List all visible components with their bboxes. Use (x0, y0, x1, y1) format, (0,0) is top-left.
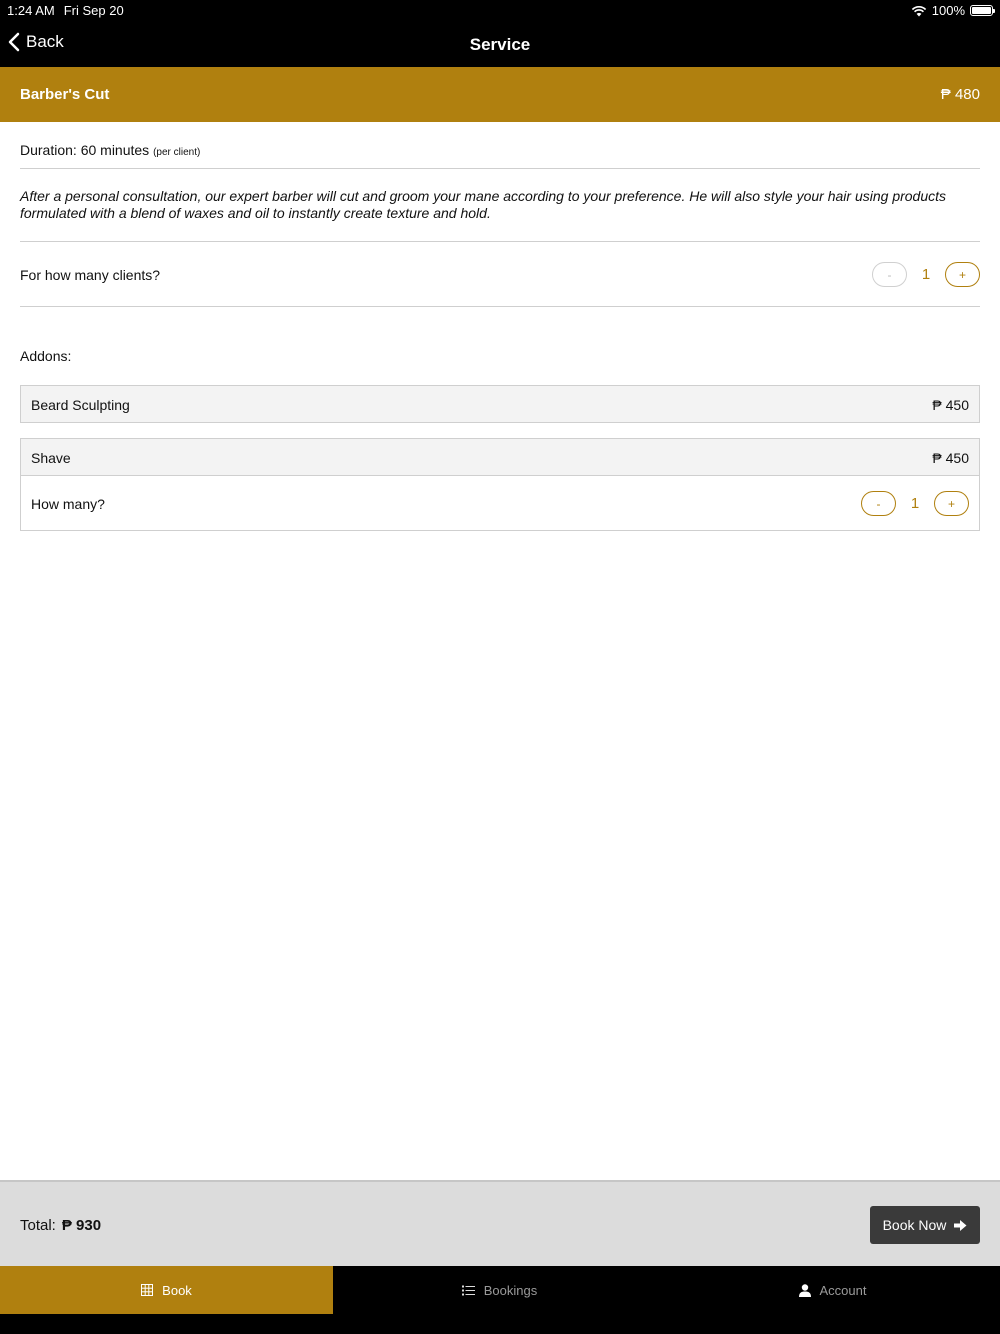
service-description: After a personal consultation, our expert barber will cut and groom your mane according to your preference. He will also style your hair using products formulated with a blend of waxes and oil to instantly create texture and hold. (20, 169, 980, 242)
clients-decrement-button[interactable]: - (872, 262, 907, 287)
wifi-icon (911, 5, 927, 17)
total-label: Total: (20, 1217, 56, 1234)
addon-card[interactable] (20, 438, 980, 531)
page-title: Service (469, 35, 531, 54)
addon-price: ₱ 450 (932, 450, 969, 466)
addon-increment-button[interactable]: + (934, 491, 969, 516)
addon-decrement-button[interactable]: - (861, 491, 896, 516)
addon-quantity-row (21, 475, 979, 530)
tab-label: Account (819, 1282, 867, 1298)
total (20, 1217, 101, 1234)
battery-percent: 100% (931, 3, 965, 18)
duration-label: Duration: 60 minutes (20, 142, 150, 158)
service-name: Barber's Cut (20, 86, 110, 103)
service-price: ₱ 480 (940, 86, 980, 103)
duration-note: (per client) (153, 147, 201, 158)
addons-title: Addons: (20, 348, 72, 364)
tab-label: Bookings (483, 1282, 538, 1298)
addon-quantity-stepper (861, 491, 969, 516)
addon-name: Beard Sculpting (31, 397, 130, 413)
battery-icon (970, 5, 993, 16)
tab-account[interactable] (666, 1266, 999, 1314)
grid-icon (141, 1284, 153, 1296)
addon-card[interactable] (20, 385, 980, 423)
addon-price: ₱ 450 (932, 397, 969, 413)
person-icon (799, 1284, 811, 1297)
clients-label: For how many clients? (20, 267, 161, 283)
back-label: Back (26, 32, 64, 51)
clients-row (20, 242, 980, 307)
addon-row-beard-sculpting[interactable] (21, 386, 979, 422)
list-icon (462, 1285, 475, 1296)
tab-book[interactable] (0, 1266, 333, 1314)
addon-row-shave[interactable] (21, 439, 979, 475)
status-date: Fri Sep 20 (63, 3, 124, 18)
navigation-bar (0, 22, 1000, 67)
status-time: 1:24 AM (7, 3, 55, 18)
clients-increment-button[interactable]: + (945, 262, 980, 287)
service-details (20, 122, 980, 531)
total-value: ₱ 930 (61, 1217, 102, 1234)
tab-bar (0, 1266, 1000, 1334)
addon-quantity: 1 (910, 495, 920, 512)
arrow-right-icon (954, 1220, 967, 1231)
tab-label: Book (162, 1282, 192, 1298)
tab-bookings[interactable] (333, 1266, 666, 1314)
booking-footer (0, 1180, 1000, 1266)
book-now-label: Book Now (882, 1217, 947, 1233)
addon-quantity-label: How many? (31, 496, 105, 512)
clients-count: 1 (921, 266, 931, 283)
status-bar (0, 0, 1000, 22)
addon-name: Shave (31, 450, 71, 466)
duration-row (20, 122, 980, 169)
clients-stepper (872, 262, 980, 287)
book-now-button[interactable] (870, 1206, 980, 1244)
service-header (0, 67, 1000, 122)
